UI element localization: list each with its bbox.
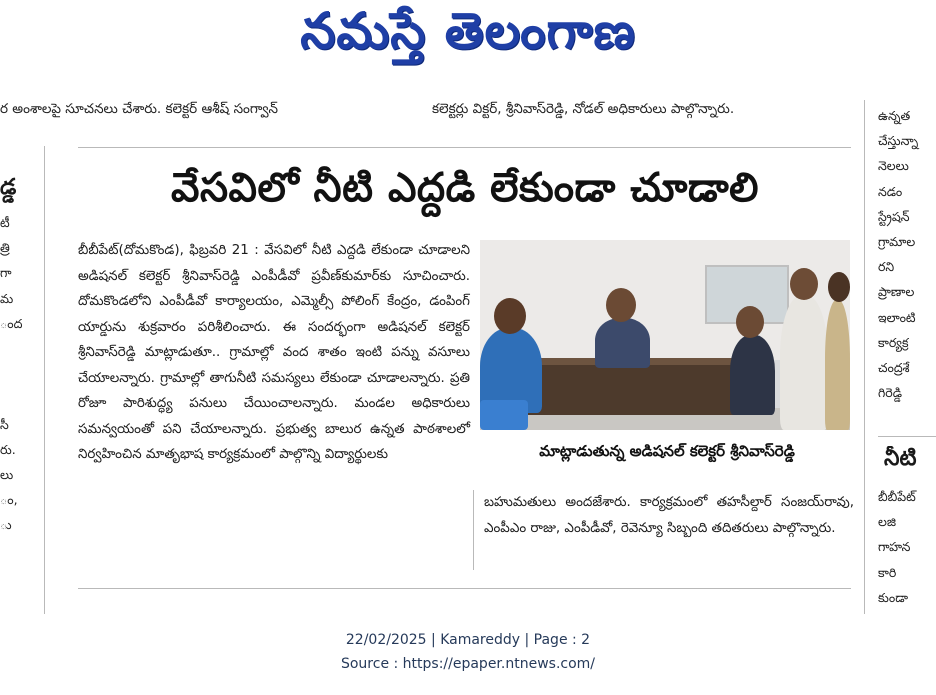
left-col-line: లు: [0, 467, 14, 483]
article-body-continued: [484, 490, 854, 541]
article-body: [78, 238, 470, 468]
right-column-divider: [864, 100, 865, 614]
newspaper-logo: నమస్తే తెలంగాణ: [300, 1, 636, 60]
masthead: [0, 0, 936, 74]
photo-caption: మాట్లాడుతున్న అడిషనల్ కలెక్టర్ శ్రీనివాస్‌రెడ్డి: [539, 442, 795, 460]
bottom-rule: [78, 588, 851, 589]
left-col-line: ు: [0, 517, 12, 533]
page-footer: [0, 628, 936, 676]
top-rule: [78, 147, 851, 148]
left-column-divider: [44, 146, 45, 614]
right-col-line: ఇలాంటి: [878, 309, 916, 325]
article-photo: [480, 240, 850, 430]
right-col-line: చంద్రశే: [878, 360, 910, 376]
right-col-line: కారి: [878, 564, 897, 580]
right-column-heading: నీటి: [884, 446, 917, 471]
right-col-rule: [878, 436, 936, 437]
top-strip-right-text: కలెక్టర్లు విక్టర్, శ్రీనివాస్‌రెడ్డి, నోడల్ అధికారులు పాల్గొన్నారు.: [432, 101, 735, 117]
left-col-line: సీ: [0, 416, 9, 432]
article-paragraph: బీబీపేట్(దోమకొండ), ఫిబ్రవరి 21 : వేసవిలో నీటి ఎద్దడి లేకుండా చూడాలని అడిషనల్ కలెక్టర్ శ్రీనివాస్‌రెడ్డి ఎంపీడీవో ప్రవీణ్‌కుమార్‌కు సూచించారు. దోమకొండలోని ఎంపీడీవో కార్యాలయం, ఎమ్మెల్సీ పోలింగ్ కేంద్రం, డంపింగ్ యార్డును శుక్రవారం పరిశీలించారు. ఈ సందర్భంగా అడిషనల్ కలెక్టర్ శ్రీనివాస్‌రెడ్డి మాట్లాడుతూ.. గ్రామాల్లో వంద శాతం ఇంటి పన్ను వసూలు చేయాలన్నారు. గ్రామాల్లో తాగునీటి సమస్యలు లేకుండా చూడాలన్నారు. ప్రతి రోజూ పారిశుద్ధ్య పనులు చేయించాలన్నారు. మండల అధికారులు సమన్వయంతో పని చేయాలన్నారు. ప్రభుత్వ బాలుర ఉన్నత పాఠశాలలో నిర్వహించిన మాతృభాష కార్యక్రమంలో పాల్గొన్ని విద్యార్థులకు: [78, 243, 470, 462]
article-headline: వేసవిలో నీటి ఎద్దడి లేకుండా చూడాలి: [171, 165, 759, 211]
left-col-line: మ: [0, 290, 14, 306]
left-col-line: త్రి: [0, 240, 10, 256]
left-column-text: [0, 210, 22, 538]
left-col-line: రు.: [0, 441, 16, 457]
top-strip-left-text: ర అంశాలపై సూచనలు చేశారు. కలెక్టర్ ఆశీష్ సంగ్వాన్: [0, 101, 278, 117]
right-column-text: [878, 103, 936, 405]
right-col-line: చేస్తున్నా: [878, 133, 919, 149]
source-link[interactable]: Source : https://epaper.ntnews.com/: [340, 656, 596, 672]
right-col-line: ప్రాణాల: [878, 284, 915, 300]
right-col-line: గ్రామాల: [878, 234, 916, 250]
right-col-line: నడం: [878, 183, 903, 199]
left-col-line: [0, 336, 22, 361]
left-col-line: [0, 386, 22, 411]
right-col-line: రని: [878, 259, 895, 275]
left-col-line: టీ: [0, 215, 10, 230]
right-col-line: కుండా: [878, 589, 908, 605]
right-col-line: బీబీపేట్: [878, 489, 916, 504]
article-paragraph: బహుమతులు అందజేశారు. కార్యక్రమంలో తహసీల్దార్ సంజయ్‌రావు, ఎంపీఎం రాజు, ఎంపీడీవో, రెవెన్యూ సిబ్బంది తదితరులు పాల్గొన్నారు.: [484, 495, 854, 536]
left-col-line: ం,: [0, 492, 18, 508]
right-col-line: స్ట్రేషన్: [878, 208, 910, 224]
right-col-line: కార్యక్ర: [878, 334, 909, 350]
right-col-line: గాహన: [878, 539, 911, 555]
right-col-line: లజి: [878, 514, 897, 530]
left-col-line: గా: [0, 265, 12, 281]
left-column-heading: డ్డ: [0, 175, 17, 200]
right-column-text-2: [878, 484, 936, 610]
edition-info: 22/02/2025 | Kamareddy | Page : 2: [345, 632, 591, 648]
top-strip: [0, 101, 936, 125]
right-col-line: ఉన్నత: [878, 108, 911, 123]
article-divider: [473, 490, 474, 570]
left-col-line: ంద: [0, 315, 22, 331]
left-col-line: [0, 361, 22, 386]
right-col-line: నెలలు: [878, 158, 909, 174]
right-col-line: గిరెడ్డి: [878, 385, 902, 401]
